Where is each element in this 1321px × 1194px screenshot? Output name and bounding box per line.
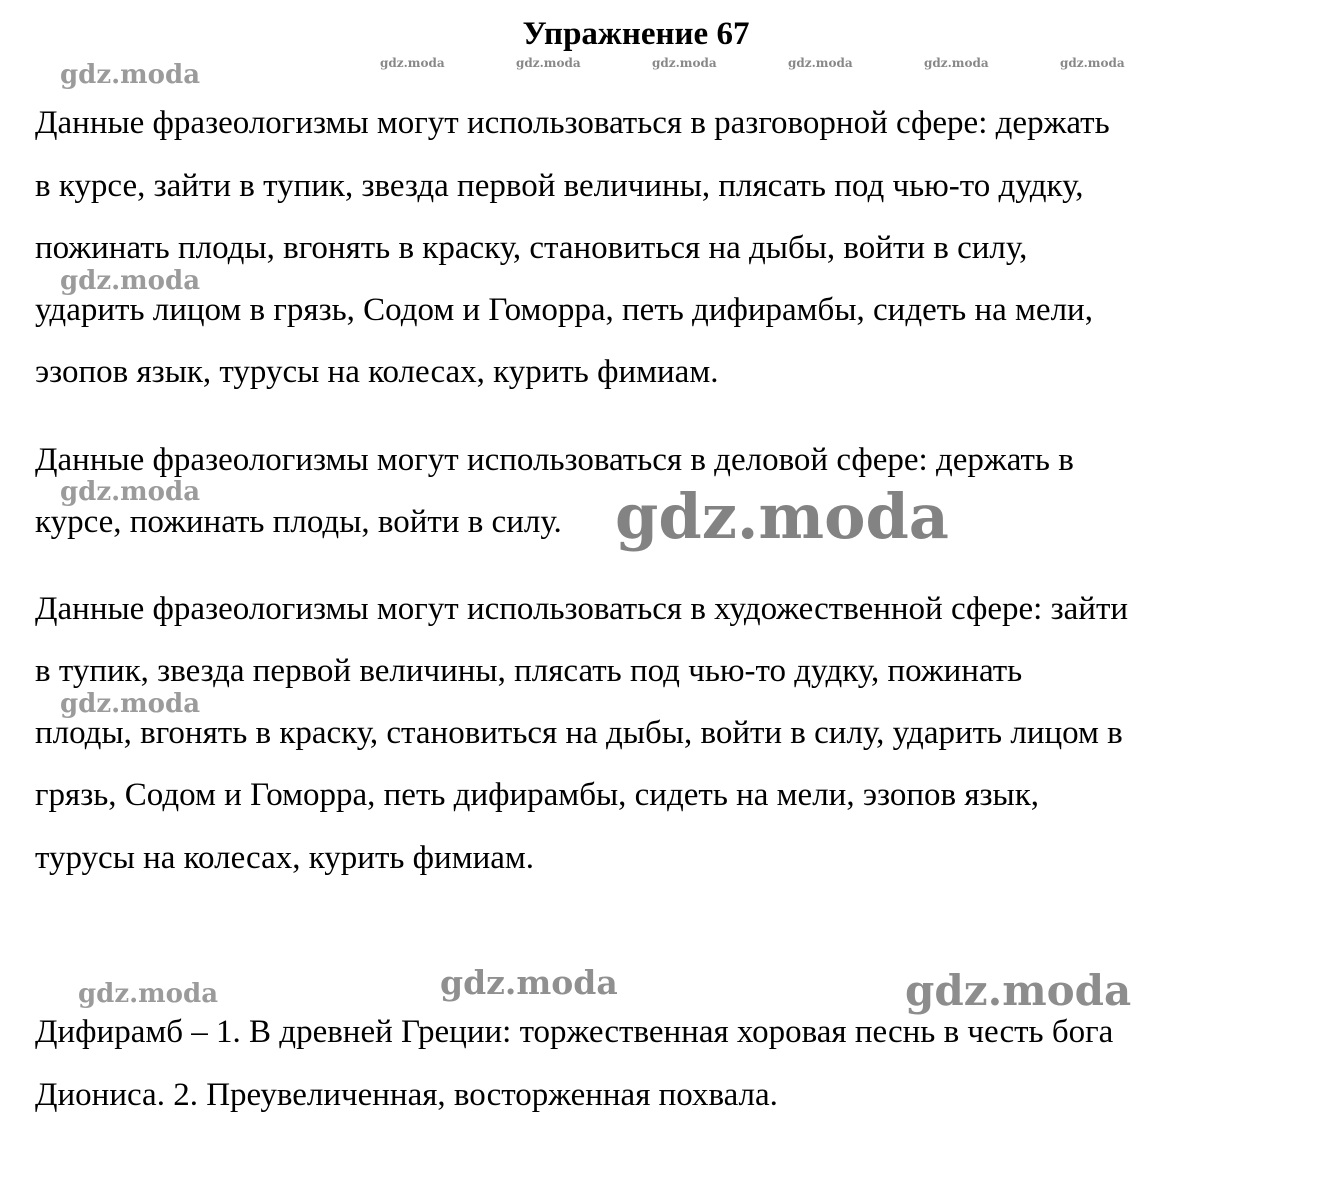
watermark: gdz.moda (924, 56, 989, 70)
watermark: gdz.moda (440, 963, 618, 1002)
text-line: Диониса. 2. Преувеличенная, восторженная похвала. (35, 1077, 778, 1113)
text-line: в курсе, зайти в тупик, звезда первой величины, плясать под чью-то дудку, (35, 168, 1084, 204)
text-line: эзопов язык, турусы на колесах, курить фимиам. (35, 354, 719, 390)
watermark: gdz.moda (905, 966, 1132, 1015)
watermark: gdz.moda (615, 480, 949, 553)
exercise-title: Упражнение 67 (522, 16, 750, 52)
watermark: gdz.moda (60, 477, 201, 507)
watermark: gdz.moda (60, 60, 201, 90)
text-line: грязь, Содом и Гоморра, петь дифирамбы, сидеть на мели, эзопов язык, (35, 777, 1040, 813)
text-line: пожинать плоды, вгонять в краску, становиться на дыбы, войти в силу, (35, 230, 1028, 266)
text-line: плоды, вгонять в краску, становиться на дыбы, войти в силу, ударить лицом в (35, 715, 1123, 751)
watermark: gdz.moda (1060, 56, 1125, 70)
text-line: курсе, пожинать плоды, войти в силу. (35, 504, 562, 540)
watermark: gdz.moda (380, 56, 445, 70)
text-line: в тупик, звезда первой величины, плясать под чью-то дудку, пожинать (35, 653, 1023, 689)
text-line: турусы на колесах, курить фимиам. (35, 840, 535, 876)
watermark: gdz.moda (60, 689, 201, 719)
text-line: ударить лицом в грязь, Содом и Гоморра, петь дифирамбы, сидеть на мели, (35, 292, 1093, 328)
watermark: gdz.moda (60, 266, 201, 296)
text-line: Дифирамб – 1. В древней Греции: торжественная хоровая песнь в честь бога (35, 1014, 1114, 1050)
watermark: gdz.moda (788, 56, 853, 70)
text-line: Данные фразеологизмы могут использоваться в художественной сфере: зайти (35, 591, 1129, 627)
text-line: Данные фразеологизмы могут использоваться в деловой сфере: держать в (35, 442, 1074, 478)
watermark: gdz.moda (652, 56, 717, 70)
text-line: Данные фразеологизмы могут использоваться в разговорной сфере: держать (35, 105, 1110, 141)
watermark: gdz.moda (78, 979, 219, 1009)
watermark: gdz.moda (516, 56, 581, 70)
